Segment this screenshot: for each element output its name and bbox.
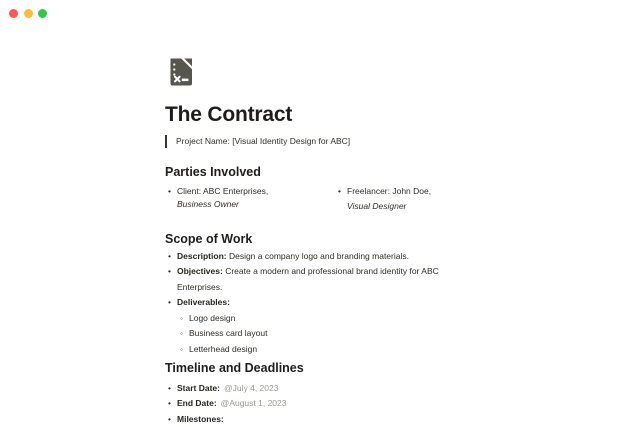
document-page (165, 57, 477, 427)
list-item-objectives (165, 264, 477, 295)
item-body: Design a company logo and branding materials. (227, 251, 409, 261)
bullet-icon: • (168, 249, 177, 265)
date-mention[interactable]: @August 1, 2023 (221, 398, 287, 408)
item-label: Deliverables: (177, 297, 230, 307)
parties-columns (165, 185, 477, 212)
sub-bullet-icon: ◦ (180, 326, 189, 342)
item-text (177, 295, 230, 311)
item-text: Business card layout (189, 326, 267, 342)
bullet-icon: • (168, 396, 177, 412)
list-item-deliverables (165, 295, 477, 311)
item-label: End Date: (177, 398, 217, 408)
quote-block (165, 134, 477, 148)
item-label: Milestones: (177, 414, 224, 424)
item-text: Letterhead design (189, 342, 257, 358)
bullet-icon: • (338, 185, 347, 198)
list-item-milestones (165, 412, 477, 427)
item-text (177, 412, 228, 427)
item-text (177, 264, 477, 295)
close-button[interactable] (9, 9, 18, 18)
date-mention[interactable]: @July 4, 2023 (224, 383, 278, 393)
bullet-icon: • (168, 412, 177, 427)
timeline-list (165, 381, 477, 427)
list-item-logo-design (165, 311, 477, 327)
heading-timeline-deadlines: Timeline and Deadlines (165, 362, 477, 375)
bullet-icon: • (168, 185, 177, 198)
freelancer-text: Freelancer: John Doe, (347, 185, 431, 198)
list-item-description (165, 249, 477, 265)
item-label: Description: (177, 251, 227, 261)
bullet-icon: • (168, 381, 177, 397)
freelancer-role: Visual Designer (335, 198, 477, 213)
window-controls (9, 9, 47, 18)
list-item-letterhead (165, 342, 477, 358)
minimize-button[interactable] (24, 9, 33, 18)
maximize-button[interactable] (38, 9, 47, 18)
list-item-end-date (165, 396, 477, 412)
freelancer-column (335, 185, 477, 212)
sub-bullet-icon: ◦ (180, 342, 189, 358)
client-role: Business Owner (165, 198, 335, 211)
heading-scope-of-work: Scope of Work (165, 233, 477, 246)
list-item-business-card (165, 326, 477, 342)
item-text: Logo design (189, 311, 235, 327)
item-text (177, 381, 278, 397)
bullet-icon: • (168, 264, 177, 295)
client-line (165, 185, 335, 198)
item-label: Objectives: (177, 266, 223, 276)
contract-document-icon[interactable] (165, 57, 194, 87)
heading-parties-involved: Parties Involved (165, 166, 477, 179)
item-label: Start Date: (177, 383, 220, 393)
client-column (165, 185, 335, 212)
list-item-start-date (165, 381, 477, 397)
scope-list (165, 249, 477, 358)
bullet-icon: • (168, 295, 177, 311)
client-text: Client: ABC Enterprises, (177, 185, 268, 198)
quote-text: Project Name: [Visual Identity Design for ABC] (167, 134, 350, 148)
sub-bullet-icon: ◦ (180, 311, 189, 327)
freelancer-line (335, 185, 477, 198)
item-body: Create a modern and professional brand identity for ABC Enterprises. (177, 266, 439, 292)
page-title[interactable]: The Contract (165, 104, 477, 126)
item-text (177, 396, 287, 412)
item-text (177, 249, 409, 265)
